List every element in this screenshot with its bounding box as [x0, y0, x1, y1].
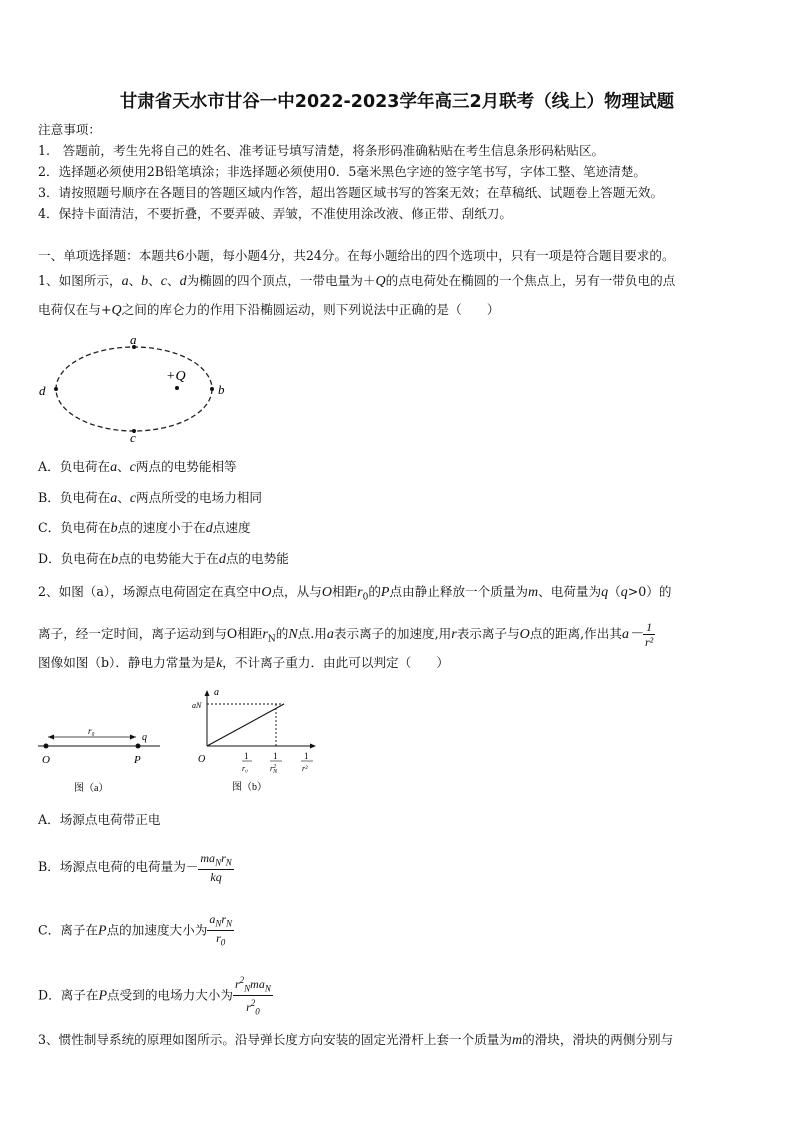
q2-figure-a	[34, 725, 164, 797]
q1-option-a[interactable]: A．负电荷在a、c两点的电势能相等	[38, 459, 237, 475]
label-r0: r₀	[88, 726, 95, 736]
label-b: b	[218, 382, 225, 397]
page-title: 甘肃省天水市甘谷一中2022-2023学年高三2月联考（线上）物理试题	[119, 92, 675, 112]
label-p: P	[134, 754, 141, 766]
r0-arrow-left	[48, 735, 54, 740]
tick-1-num: 1	[244, 751, 249, 761]
option-b-fraction: $\frac{ma_Nr_N}{kq}$	[200, 851, 232, 885]
label-o: O	[42, 754, 50, 766]
graph-line	[207, 704, 284, 746]
r0-arrow-right	[130, 735, 136, 740]
q2-stem-line3: 图像如图（b）．静电力常量为是k，不计离子重力．由此可以判定（ ）	[38, 655, 449, 671]
q3-stem-line1: 3、惯性制导系统的原理如图所示。沿导弹长度方向安装的固定光滑杆上套一个质量为m的滑块，滑块的两侧分别与	[38, 1032, 674, 1048]
label-an: aN	[192, 701, 202, 710]
point-o	[44, 744, 49, 749]
option-d-fraction: $\frac{r^2_Nma_N}{r^2_0}$	[234, 975, 271, 1017]
notice-item-3: 3．请按照题号顺序在各题目的答题区域内作答，超出答题区域书写的答案无效；在草稿纸、试题卷上答题无效。	[38, 185, 664, 200]
notice-heading: 注意事项：	[38, 122, 101, 137]
notice-item-2: 2．选择题必须使用2B铅笔填涂；非选择题必须使用0．5毫米黑色字迹的签字笔书写，字体工整、笔迹清楚。	[38, 164, 647, 179]
label-axis-a: a	[214, 687, 219, 698]
label-d: d	[39, 383, 46, 398]
caption-a: 图（a）	[74, 783, 109, 794]
stem-fraction: $\frac{1}{\text{r²}}$	[644, 620, 654, 649]
notice-item-1: 1. 答题前，考生先将自己的姓名、准考证号填写清楚，将条形码准确粘贴在考生信息条形码粘贴区。	[38, 143, 605, 158]
q1-ellipse-figure	[34, 334, 234, 442]
q2-option-a[interactable]: A．场源点电荷带正电	[38, 812, 161, 827]
tick-2-den: $r^2$ N	[270, 764, 278, 775]
q2-stem-line2: 离子，经一定时间，离子运动到与O相距$r_N$的N点.用a表示离子的加速度,用r表示离子与O点的距离,作出其a－ $\frac{1}{\text{r²}}$	[38, 620, 654, 649]
label-origin: O	[198, 754, 206, 765]
charge-dot	[175, 386, 179, 390]
point-p	[136, 744, 141, 749]
q1-stem-line1: 1、如图所示，a、b、c、d为椭圆的四个顶点，一带电量为＋Q的点电荷处在椭圆的一个焦点上，另有一带负电的点	[38, 273, 676, 289]
q2-option-d[interactable]: D．离子在P点受到的电场力大小为 $\frac{r^2_Nma_N}{r^2_0}$	[38, 975, 271, 1017]
label-a: a	[130, 334, 137, 347]
tick-3-den: r²	[302, 764, 308, 773]
label-q: q	[142, 732, 147, 743]
x-arrow	[310, 744, 316, 749]
q1-option-c[interactable]: C．负电荷在b点的速度小于在d点速度	[38, 520, 251, 536]
option-c-fraction: $\frac{a_Nr_N}{r_0}$	[209, 912, 233, 948]
q1-option-b[interactable]: B．负电荷在a、c两点所受的电场力相同	[38, 490, 262, 506]
y-arrow	[205, 690, 210, 696]
label-c: c	[130, 430, 136, 442]
q1-option-d[interactable]: D．负电荷在b点的电势能大于在d点的电势能	[38, 551, 289, 567]
q1-stem-line2: 电荷仅在与+Q之间的库仑力的作用下沿椭圆运动，则下列说法中正确的是（ ）	[38, 302, 500, 318]
q2-figure-b	[192, 686, 322, 798]
tick-1-den: r₀	[242, 764, 248, 773]
label-plus-q: +Q	[166, 369, 186, 384]
vertex-b-dot	[210, 387, 214, 391]
q2-option-b[interactable]: B．场源点电荷的电荷量为－ $\frac{ma_Nr_N}{kq}$	[38, 851, 232, 885]
section-heading: 一、单项选择题：本题共6小题，每小题4分，共24分。在每小题给出的四个选项中，只有一项是符合题目要求的。	[38, 248, 675, 263]
q2-stem-line1: 2、如图（a），场源点电荷固定在真空中O点，从与O相距$r_0$的P点由静止释放一个质量为m、电荷量为q（q>0）的	[38, 584, 672, 603]
caption-b: 图（b）	[232, 782, 267, 793]
q2-option-c[interactable]: C．离子在P点的加速度大小为 $\frac{a_Nr_N}{r_0}$	[38, 912, 233, 948]
notice-item-4: 4．保持卡面清洁，不要折叠，不要弄破、弄皱，不准使用涂改液、修正带、刮纸刀。	[38, 206, 512, 221]
ellipse-orbit	[56, 347, 212, 431]
vertex-d-dot	[54, 387, 58, 391]
tick-3-num: 1	[304, 751, 309, 761]
tick-2-num: 1	[273, 751, 278, 761]
